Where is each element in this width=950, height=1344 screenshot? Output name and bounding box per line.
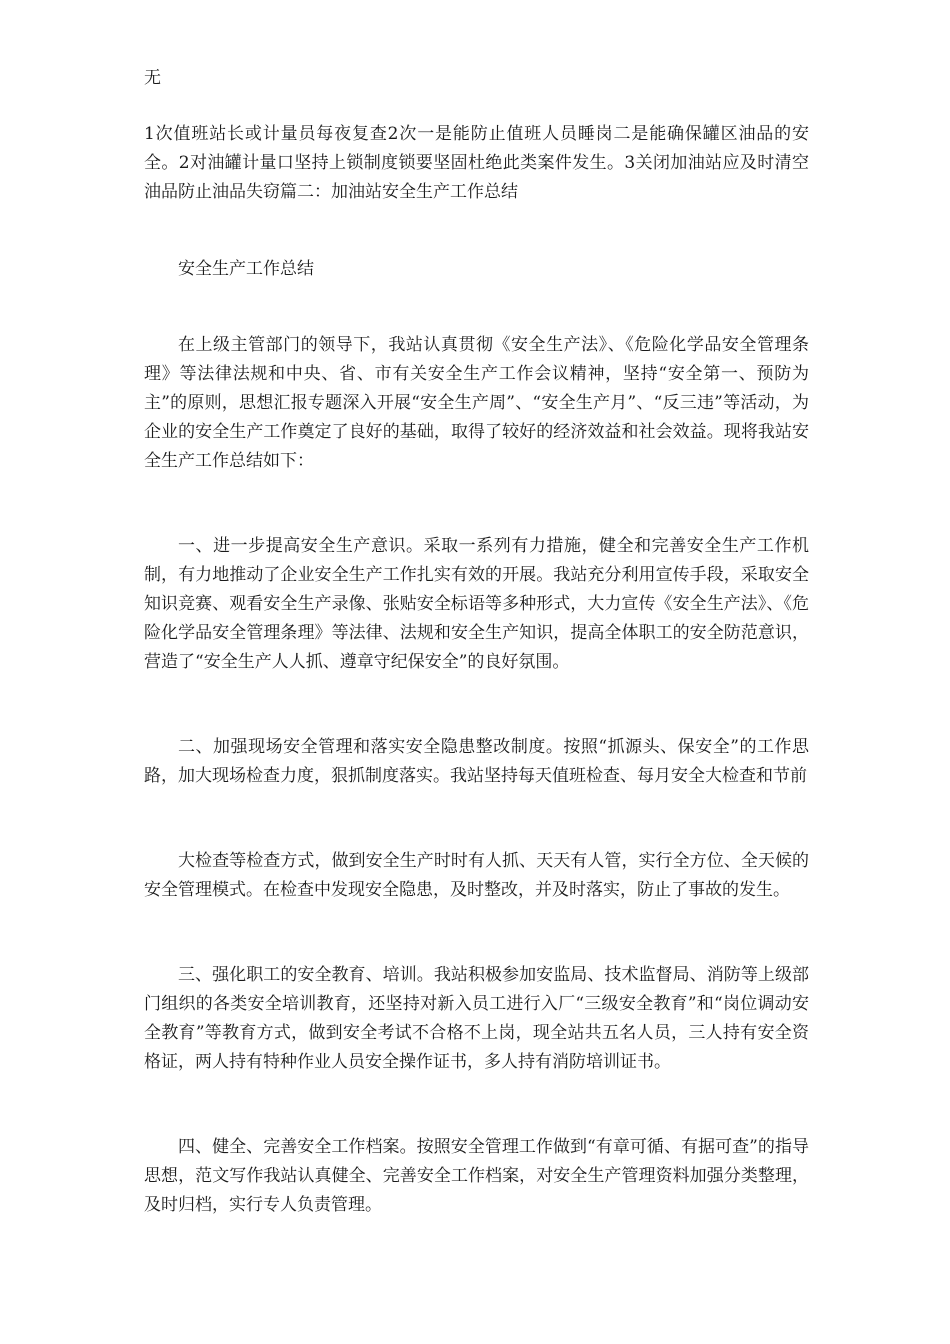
- paragraph-point-three: 三、强化职工的安全教育、培训。我站积极参加安监局、技术监督局、消防等上级部门组织的各类安全培训教育，还坚持对新入员工进行入厂“三级安全教育”和“岗位调动安全教育”等教育方式，做到安全考试不合格不上岗，现全站共五名人员，三人持有安全资格证，两人持有特种作业人员安全操作证书，多人持有消防培训证书。: [144, 965, 809, 1072]
- paragraph-intro-fragment: 1次值班站长或计量员每夜复查2次一是能防止值班人员睡岗二是能确保罐区油品的安全。2对油罐计量口坚持上锁制度锁要坚固杜绝此类案件发生。3关闭加油站应及时清空油品防止油品失窃篇二：加油站安全生产工作总结: [144, 124, 809, 202]
- paragraph-point-one: 一、进一步提高安全生产意识。采取一系列有力措施，健全和完善安全生产工作机制，有力地推动了企业安全生产工作扎实有效的开展。我站充分利用宣传手段，采取安全知识竞赛、观看安全生产录像、张贴安全标语等多种形式，大力宣传《安全生产法》、《危险化学品安全管理条理》等法律、法规和安全生产知识，提高全体职工的安全防范意识，营造了“安全生产人人抓、遵章守纪保安全”的良好氛围。: [144, 536, 809, 672]
- document-page: [144, 64, 809, 1220]
- header-mark: 无: [144, 68, 161, 88]
- section-title: 安全生产工作总结: [178, 259, 314, 279]
- paragraph-point-two: 二、加强现场安全管理和落实安全隐患整改制度。按照“抓源头、保安全”的工作思路，加大现场检查力度，狠抓制度落实。我站坚持每天值班检查、每月安全大检查和节前: [144, 737, 809, 786]
- paragraph-point-four: 四、健全、完善安全工作档案。按照安全管理工作做到“有章可循、有据可查”的指导思想，范文写作我站认真健全、完善安全工作档案，对安全生产管理资料加强分类整理，及时归档，实行专人负责管理。: [144, 1137, 809, 1215]
- paragraph-point-two-continued: 大检查等检查方式，做到安全生产时时有人抓、天天有人管，实行全方位、全天候的安全管理模式。在检查中发现安全隐患，及时整改，并及时落实，防止了事故的发生。: [144, 851, 809, 900]
- paragraph-opening: 在上级主管部门的领导下，我站认真贯彻《安全生产法》、《危险化学品安全管理条理》等法律法规和中央、省、市有关安全生产工作会议精神，坚持“安全第一、预防为主”的原则，思想汇报专题深入开展“安全生产周”、“安全生产月”、“反三违”等活动，为企业的安全生产工作奠定了良好的基础，取得了较好的经济效益和社会效益。现将我站安全生产工作总结如下：: [144, 335, 809, 471]
